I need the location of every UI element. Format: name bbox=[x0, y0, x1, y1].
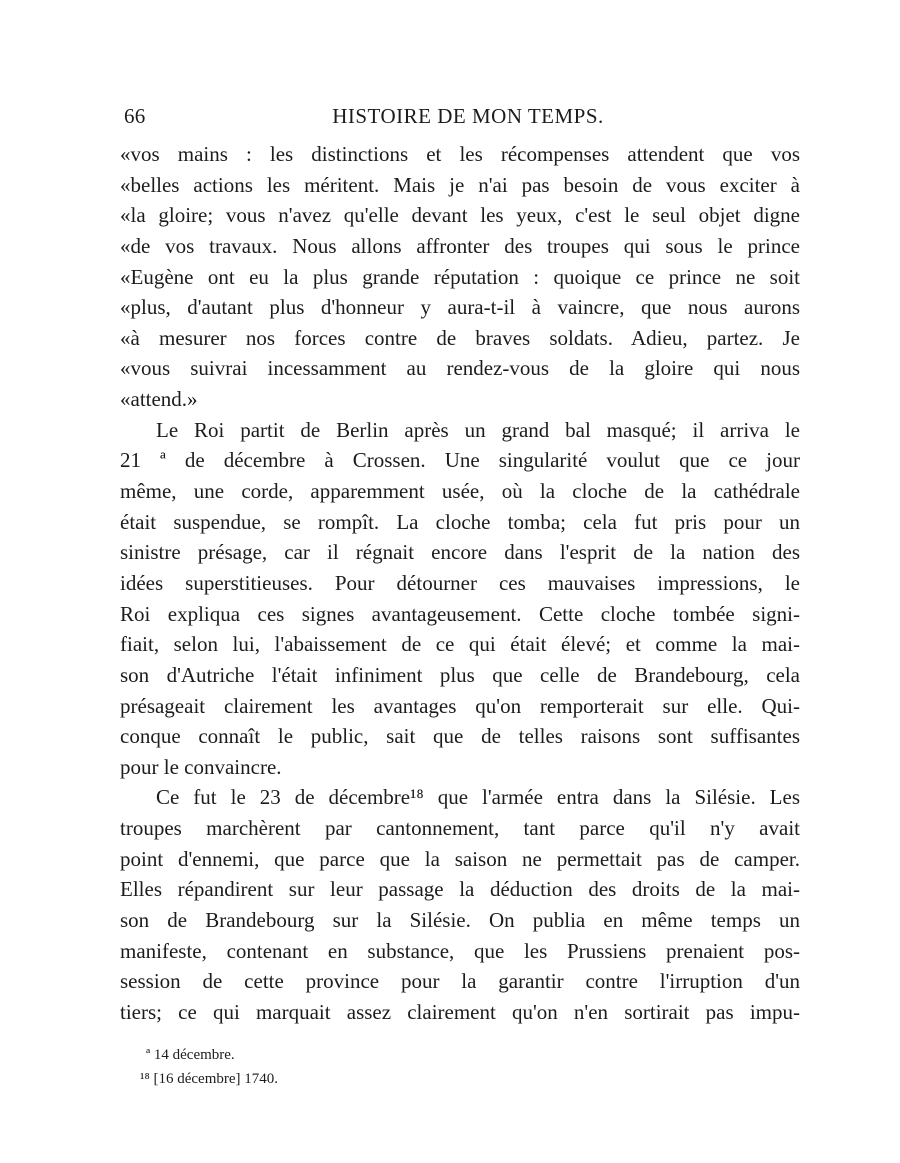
text-line: «vous suivrai incessamment au rendez-vous de la gloire qui nous bbox=[120, 356, 800, 381]
footnote-a: ª 14 décembre. bbox=[146, 1047, 235, 1063]
text-line: son d'Autriche l'était infiniment plus que celle de Brandebourg, cela bbox=[120, 662, 800, 687]
text-line: «Eugène ont eu la plus grande réputation : quoique ce prince ne soit bbox=[120, 264, 800, 289]
text-line: «de vos travaux. Nous allons affronter des troupes qui sous le prince bbox=[120, 233, 800, 258]
text-line: idées superstitieuses. Pour détourner ces mauvaises impressions, le bbox=[120, 570, 800, 595]
text-line: sinistre présage, car il régnait encore dans l'esprit de la nation des bbox=[120, 540, 800, 565]
text-line: Roi expliqua ces signes avantageusement. Cette cloche tombée signi- bbox=[120, 601, 800, 626]
running-title: HISTOIRE DE MON TEMPS. bbox=[332, 104, 604, 128]
text-line: «la gloire; vous n'avez qu'elle devant les yeux, c'est le seul objet digne bbox=[120, 203, 800, 228]
text-line: Ce fut le 23 de décembre¹⁸ que l'armée entra dans la Silésie. Les bbox=[156, 785, 800, 810]
text-line: son de Brandebourg sur la Silésie. On publia en même temps un bbox=[120, 908, 800, 933]
text-line: était suspendue, se rompît. La cloche tomba; cela fut pris pour un bbox=[120, 509, 800, 534]
text-line: Elles répandirent sur leur passage la déduction des droits de la mai- bbox=[120, 877, 800, 902]
page-header bbox=[124, 100, 800, 134]
text-line: «belles actions les méritent. Mais je n'ai pas besoin de vous exciter à bbox=[120, 172, 800, 197]
text-line: présageait clairement les avantages qu'on remporterait sur elle. Qui- bbox=[120, 693, 800, 718]
text-line: «vos mains : les distinctions et les récompenses attendent que vos bbox=[120, 142, 800, 166]
text-line: session de cette province pour la garantir contre l'irruption d'un bbox=[120, 969, 800, 994]
text-line: «attend.» bbox=[120, 387, 198, 412]
text-line: même, une corde, apparemment usée, où la cloche de la cathédrale bbox=[120, 479, 800, 504]
text-line: «plus, d'autant plus d'honneur y aura-t-il à vaincre, que nous aurons bbox=[120, 295, 800, 320]
footnotes bbox=[140, 1043, 800, 1091]
body-text bbox=[120, 139, 800, 1028]
text-line: pour le convaincre. bbox=[120, 754, 282, 779]
footnote-18: ¹⁸ [16 décembre] 1740. bbox=[140, 1071, 279, 1087]
text-line: tiers; ce qui marquait assez clairement qu'on n'en sortirait pas impu- bbox=[120, 999, 800, 1024]
page-number: 66 bbox=[124, 104, 146, 128]
paragraph-silesie bbox=[120, 782, 800, 1027]
text-line: conque connaît le public, sait que de telles raisons sont suffisantes bbox=[120, 724, 800, 749]
paragraph-quote-continuation bbox=[120, 139, 800, 415]
text-line: point d'ennemi, que parce que la saison ne permettait pas de camper. bbox=[120, 846, 800, 871]
paragraph-crossen bbox=[120, 415, 800, 783]
text-line: manifeste, contenant en substance, que les Prussiens prenaient pos- bbox=[120, 938, 800, 963]
text-line: fiait, selon lui, l'abaissement de ce qui était élevé; et comme la mai- bbox=[120, 632, 800, 657]
text-line: troupes marchèrent par cantonnement, tant parce qu'il n'y avait bbox=[120, 816, 800, 841]
text-line: 21 ª de décembre à Crossen. Une singularité voulut que ce jour bbox=[120, 448, 800, 473]
text-line: Le Roi partit de Berlin après un grand bal masqué; il arriva le bbox=[156, 417, 800, 442]
text-line: «à mesurer nos forces contre de braves soldats. Adieu, partez. Je bbox=[120, 325, 800, 350]
